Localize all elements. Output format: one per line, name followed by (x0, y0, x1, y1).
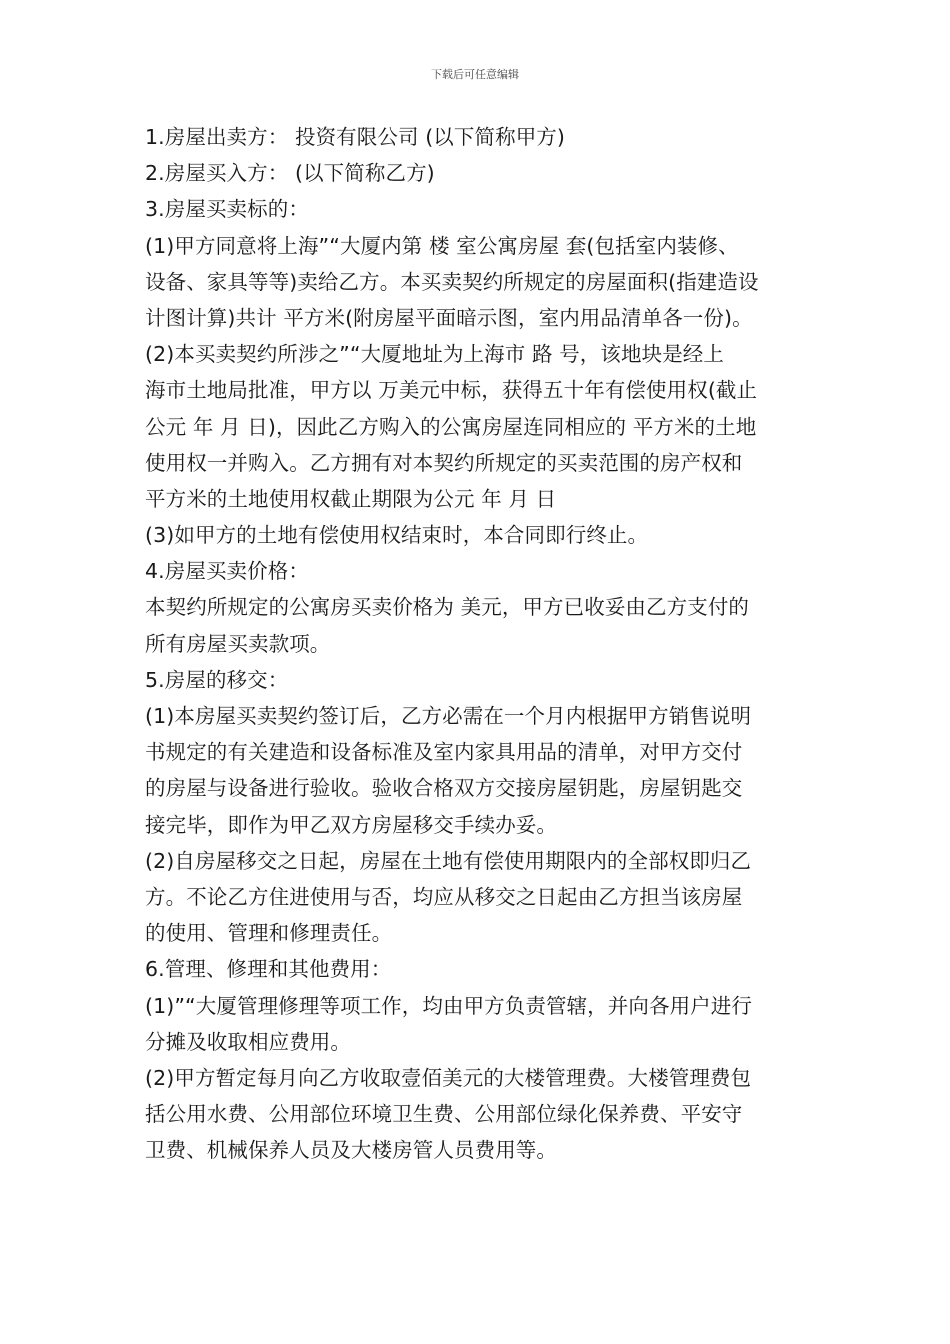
text-line: 计图计算)共计 平方米(附房屋平面暗示图，室内用品清单各一份)。 (145, 305, 753, 330)
text-line: 公元 年 月 日)，因此乙方购入的公寓房屋连同相应的 平方米的土地 (145, 414, 757, 439)
text-line: 1.房屋出卖方： 投资有限公司 (以下简称甲方) (145, 125, 565, 149)
text-line: 方。不论乙方住进使用与否，均应从移交之日起由乙方担当该房屋 (145, 884, 743, 909)
text-line: 平方米的土地使用权截止期限为公元 年 月 日 (145, 486, 557, 511)
text-line: 本契约所规定的公寓房买卖价格为 美元，甲方已收妥由乙方支付的 (145, 595, 750, 620)
text-line: 的使用、管理和修理责任。 (145, 921, 393, 946)
text-line: (1)甲方同意将上海”“大厦内第 楼 室公寓房屋 套(包括室内装修、 (145, 233, 739, 258)
text-line: 分摊及收取相应费用。 (145, 1029, 351, 1054)
text-line: 3.房屋买卖标的： (145, 197, 309, 222)
text-line: 2.房屋买入方： (以下简称乙方) (145, 161, 435, 186)
contract-body (145, 119, 807, 1168)
text-line: 卫费、机械保养人员及大楼房管人员费用等。 (145, 1138, 557, 1163)
text-line: 6.管理、修理和其他费用： (145, 957, 392, 982)
text-line: 的房屋与设备进行验收。验收合格双方交接房屋钥匙，房屋钥匙交 (145, 776, 743, 801)
text-line: 使用权一并购入。乙方拥有对本契约所规定的买卖范围的房产权和 (145, 450, 743, 475)
text-line: (2)自房屋移交之日起，房屋在土地有偿使用期限内的全部权即归乙 (145, 848, 752, 873)
text-line: (1)”“大厦管理修理等项工作，均由甲方负责管辖，并向各用户进行 (145, 993, 752, 1018)
text-line: 海市土地局批准，甲方以 万美元中标，获得五十年有偿使用权(截止 (145, 378, 758, 403)
text-line: (3)如甲方的土地有偿使用权结束时，本合同即行终止。 (145, 523, 649, 548)
text-line: 5.房屋的移交： (145, 667, 289, 692)
text-line: (2)本买卖契约所涉之”“大厦地址为上海市 路 号，该地块是经上 (145, 342, 725, 367)
text-line: 设备、家具等等)卖给乙方。本买卖契约所规定的房屋面积(指建造设 (145, 269, 759, 294)
text-line: 4.房屋买卖价格： (145, 559, 309, 584)
text-line: (2)甲方暂定每月向乙方收取壹佰美元的大楼管理费。大楼管理费包 (145, 1065, 752, 1090)
text-line: 括公用水费、公用部位环境卫生费、公用部位绿化保养费、平安守 (145, 1102, 743, 1127)
text-line: 所有房屋买卖款项。 (145, 631, 331, 656)
text-line: 书规定的有关建造和设备标准及室内家具用品的清单，对甲方交付 (145, 740, 743, 765)
text-line: (1)本房屋买卖契约签订后，乙方必需在一个月内根据甲方销售说明 (145, 704, 752, 728)
text-line: 接完毕，即作为甲乙双方房屋移交手续办妥。 (145, 812, 557, 837)
page-header-note: 下载后可任意编辑 (431, 68, 519, 81)
